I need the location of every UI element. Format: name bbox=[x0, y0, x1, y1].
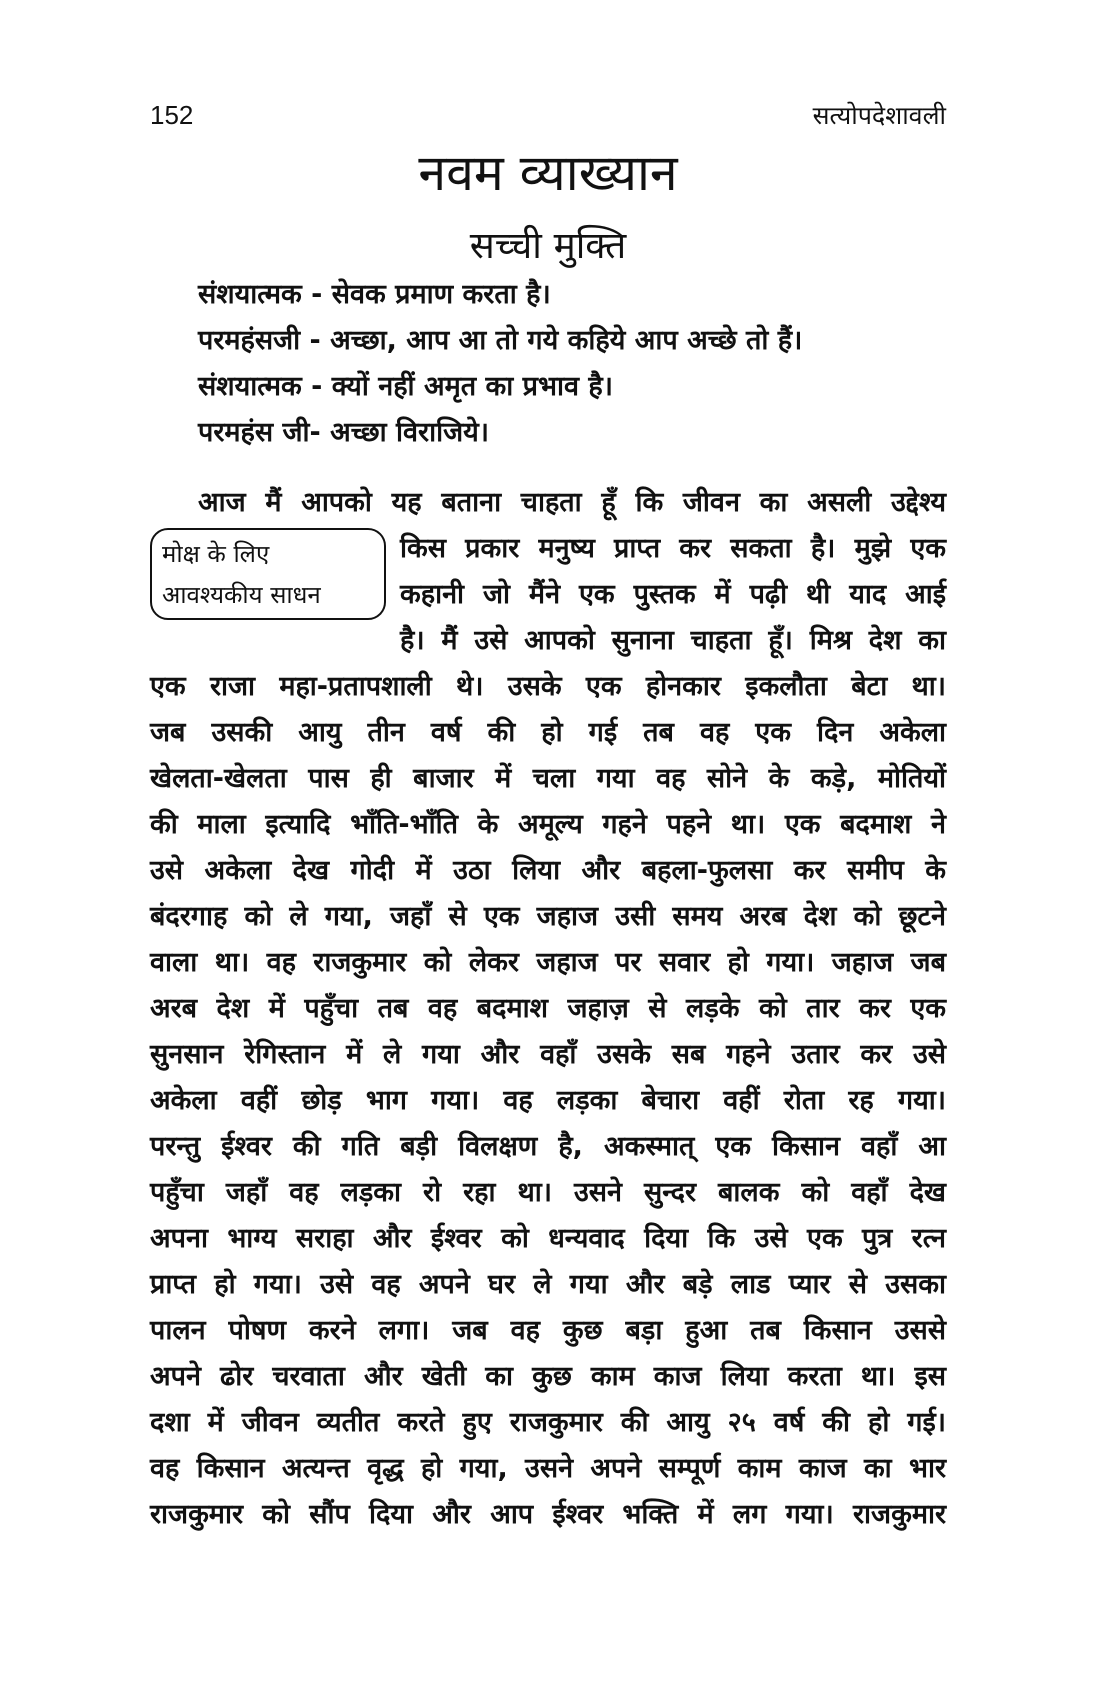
page-header bbox=[150, 98, 946, 138]
page-number: 152 bbox=[150, 100, 194, 130]
chapter-title: नवम व्याख्यान bbox=[418, 144, 678, 202]
body-line: है। मैं उसे आपको सुनाना चाहता हूँ। मिश्र देश का bbox=[400, 625, 946, 656]
body-line: अपने ढोर चरवाता और खेती का कुछ काम काज लिया करता था। इस bbox=[150, 1361, 946, 1392]
margin-note-line: मोक्ष के लिए bbox=[162, 540, 270, 568]
body-line: एक राजा महा-प्रतापशाली थे। उसके एक होनकार इकलौता बेटा था। bbox=[150, 671, 946, 702]
body-line: खेलता-खेलता पास ही बाजार में चला गया वह सोने के कड़े, मोतियों bbox=[150, 763, 946, 794]
body-line: दशा में जीवन व्यतीत करते हुए राजकुमार की आयु २५ वर्ष की हो गई। bbox=[150, 1407, 946, 1438]
body-line: प्राप्त हो गया। उसे वह अपने घर ले गया और बड़े लाड प्यार से उसका bbox=[150, 1269, 946, 1300]
body-line: राजकुमार को सौंप दिया और आप ईश्वर भक्ति में लग गया। राजकुमार bbox=[150, 1499, 946, 1530]
dialogue-list bbox=[198, 272, 946, 456]
book-title: सत्योपदेशावली bbox=[812, 101, 946, 130]
dialogue-line: परमहंसजी - अच्छा, आप आ तो गये कहिये आप अच्छे तो हैं। bbox=[198, 325, 803, 356]
body-line: किस प्रकार मनुष्य प्राप्त कर सकता है। मुझे एक bbox=[400, 533, 946, 564]
margin-note-box bbox=[150, 528, 386, 620]
body-line: उसे अकेला देख गोदी में उठा लिया और बहला-फुलसा कर समीप के bbox=[150, 855, 946, 886]
body-line: अकेला वहीं छोड़ भाग गया। वह लड़का बेचारा वहीं रोता रह गया। bbox=[150, 1085, 946, 1116]
margin-note-line: आवश्यकीय साधन bbox=[162, 581, 321, 609]
section-title: सच्ची मुक्ति bbox=[469, 224, 627, 267]
body-line: कहानी जो मैंने एक पुस्तक में पढ़ी थी याद आई bbox=[400, 579, 946, 610]
body-line: वह किसान अत्यन्त वृद्ध हो गया, उसने अपने सम्पूर्ण काम काज का भार bbox=[150, 1453, 946, 1484]
dialogue-line: संशयात्मक - सेवक प्रमाण करता है। bbox=[198, 279, 551, 310]
body-line: जब उसकी आयु तीन वर्ष की हो गई तब वह एक दिन अकेला bbox=[150, 717, 946, 748]
body-line: परन्तु ईश्वर की गति बड़ी विलक्षण है, अकस्मात् एक किसान वहाँ आ bbox=[150, 1131, 946, 1162]
body-line: की माला इत्यादि भाँति-भाँति के अमूल्य गहने पहने था। एक बदमाश ने bbox=[150, 809, 946, 840]
body-line: वाला था। वह राजकुमार को लेकर जहाज पर सवार हो गया। जहाज जब bbox=[150, 947, 946, 978]
dialogue-line: परमहंस जी- अच्छा विराजिये। bbox=[198, 417, 489, 448]
body-line: बंदरगाह को ले गया, जहाँ से एक जहाज उसी समय अरब देश को छूटने bbox=[150, 901, 946, 932]
body-line: अरब देश में पहुँचा तब वह बदमाश जहाज़ से लड़के को तार कर एक bbox=[150, 993, 946, 1024]
body-line: अपना भाग्य सराहा और ईश्वर को धन्यवाद दिया कि उसे एक पुत्र रत्न bbox=[150, 1223, 946, 1254]
body-line: पहुँचा जहाँ वह लड़का रो रहा था। उसने सुन्दर बालक को वहाँ देख bbox=[150, 1177, 946, 1208]
body-line: आज मैं आपको यह बताना चाहता हूँ कि जीवन का असली उद्देश्य bbox=[198, 487, 946, 518]
body-line: पालन पोषण करने लगा। जब वह कुछ बड़ा हुआ तब किसान उससे bbox=[150, 1315, 946, 1346]
dialogue-line: संशयात्मक - क्यों नहीं अमृत का प्रभाव है। bbox=[198, 371, 613, 402]
body-line: सुनसान रेगिस्तान में ले गया और वहाँ उसके सब गहने उतार कर उसे bbox=[150, 1039, 946, 1070]
